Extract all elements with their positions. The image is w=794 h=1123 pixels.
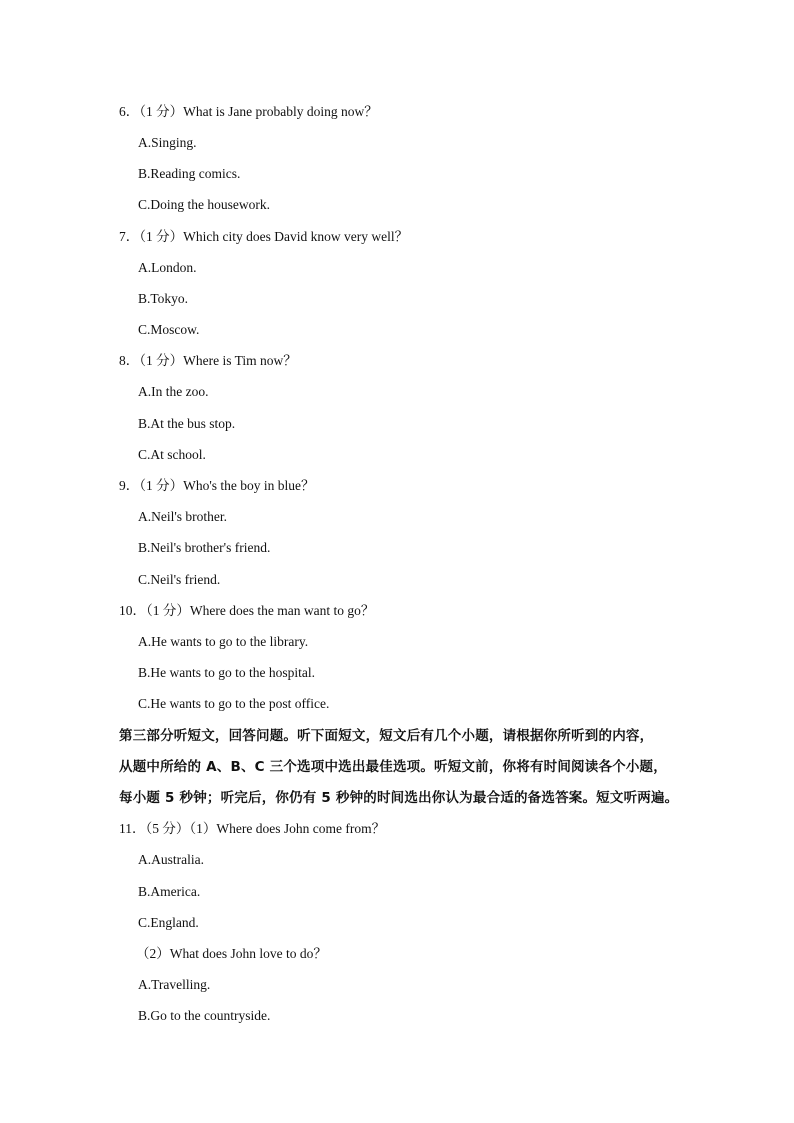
question-11-stem: 11．（5 分）（1）Where does John come from？ bbox=[119, 821, 386, 836]
question-8-option-c: C.At school. bbox=[138, 447, 206, 462]
section-3-instruction-line-1: 第三部分听短文，回答问题。听下面短文，短文后有几个小题，请根据你所听到的内容， bbox=[119, 728, 654, 744]
question-6-option-c: C.Doing the housework. bbox=[138, 197, 270, 212]
section-3-instruction-line-2: 从题中所给的 A、B、C 三个选项中选出最佳选项。听短文前，你将有时间阅读各个小题， bbox=[119, 759, 667, 775]
question-9-stem: 9．（1 分）Who's the boy in blue？ bbox=[119, 478, 315, 493]
question-11-1-option-a: A.Australia. bbox=[138, 852, 204, 867]
question-11-1-option-b: B.America. bbox=[138, 884, 201, 899]
question-7-option-c: C.Moscow. bbox=[138, 322, 200, 337]
question-10-stem: 10．（1 分）Where does the man want to go？ bbox=[119, 603, 375, 618]
question-11-1-option-c: C.England. bbox=[138, 915, 199, 930]
question-6-option-a: A.Singing. bbox=[138, 135, 197, 150]
question-8-option-b: B.At the bus stop. bbox=[138, 416, 236, 431]
question-6-option-b: B.Reading comics. bbox=[138, 166, 241, 181]
question-10-option-c: C.He wants to go to the post office. bbox=[138, 696, 330, 711]
question-8-option-a: A.In the zoo. bbox=[138, 384, 209, 399]
question-6-stem: 6．（1 分）What is Jane probably doing now？ bbox=[119, 104, 378, 119]
question-11-2-option-a: A.Travelling. bbox=[138, 977, 211, 992]
question-10-option-b: B.He wants to go to the hospital. bbox=[138, 665, 315, 680]
question-9-option-c: C.Neil's friend. bbox=[138, 572, 221, 587]
question-11-2-option-b: B.Go to the countryside. bbox=[138, 1008, 271, 1023]
question-7-option-b: B.Tokyo. bbox=[138, 291, 189, 306]
question-9-option-b: B.Neil's brother's friend. bbox=[138, 540, 271, 555]
question-9-option-a: A.Neil's brother. bbox=[138, 509, 228, 524]
question-7-stem: 7．（1 分）Which city does David know very well？ bbox=[119, 229, 409, 244]
question-10-option-a: A.He wants to go to the library. bbox=[138, 634, 309, 649]
question-8-stem: 8．（1 分）Where is Tim now？ bbox=[119, 353, 297, 368]
question-11-2-stem: （2）What does John love to do？ bbox=[136, 946, 327, 961]
section-3-instruction-line-3: 每小题 5 秒钟；听完后，你仍有 5 秒钟的时间选出你认为最合适的备选答案。短文听两遍。 bbox=[119, 790, 679, 806]
question-7-option-a: A.London. bbox=[138, 260, 197, 275]
